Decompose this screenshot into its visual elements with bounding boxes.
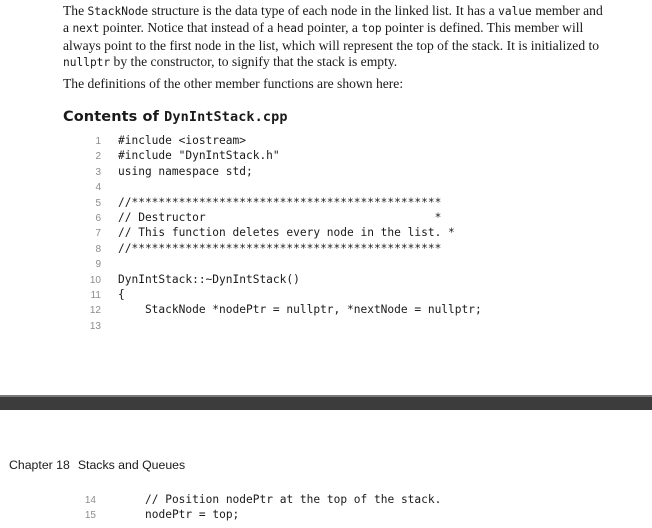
definitions-paragraph: The definitions of the other member functions are shown here: (63, 76, 404, 91)
line-number: 1 (95, 136, 101, 147)
code-text: //********************************************** (118, 195, 442, 209)
code-text: //********************************************** (118, 241, 442, 255)
line-number: 11 (90, 290, 101, 301)
code-text: nodePtr = top; (145, 508, 240, 522)
page-divider (0, 397, 652, 410)
line-number: 9 (95, 259, 101, 271)
chapter-title: Stacks and Queues (77, 458, 186, 472)
line-number: 13 (89, 320, 101, 332)
chapter-number: Chapter 18 (9, 458, 70, 472)
inline-code: nullptr (63, 56, 111, 70)
code-text: // This function deletes every node in the list. * (118, 226, 455, 240)
line-number: 12 (89, 305, 101, 317)
line-number: 6 (95, 213, 101, 224)
line-number: 14 (84, 495, 96, 506)
line-number: 10 (89, 274, 101, 286)
intro-paragraph: The StackNode structure is the data type of each node in the linked list. It has a value member and a next pointer. Notice that instead of a head pointer, a top pointer is defined. This member will always point to the first node in the list, which will represent the top of the stack. It is initialized to nullptr by the constructor, to signify that the stack is empty. (63, 3, 603, 70)
inline-code: head (276, 22, 304, 36)
code-text: DynIntStack::~DynIntStack() (118, 272, 300, 286)
code-text: #include <iostream> (118, 134, 246, 147)
code-text: using namespace std; (118, 164, 253, 178)
code-text: // Position nodePtr at the top of the stack. (145, 493, 442, 506)
code-text: StackNode *nodePtr = nullptr, *nextNode = nullptr; (118, 303, 482, 317)
line-number: 15 (84, 510, 96, 522)
line-number: 8 (95, 243, 101, 255)
inline-code: top (361, 22, 382, 36)
section-heading-filename: DynIntStack.cpp (164, 109, 288, 125)
section-heading (63, 109, 288, 125)
section-heading-prefix: Contents of (63, 109, 165, 125)
code-text: #include "DynIntStack.h" (118, 149, 280, 163)
code-text: // Destructor * (118, 211, 442, 224)
inline-code: StackNode (87, 5, 149, 18)
line-number: 2 (95, 151, 101, 163)
line-number: 4 (95, 182, 101, 194)
inline-code: next (72, 22, 100, 36)
line-number: 7 (95, 228, 101, 240)
code-text: { (118, 288, 125, 301)
inline-code: value (498, 5, 532, 18)
line-number: 5 (95, 197, 101, 209)
line-number: 3 (95, 166, 101, 178)
chapter-footer (9, 458, 185, 472)
